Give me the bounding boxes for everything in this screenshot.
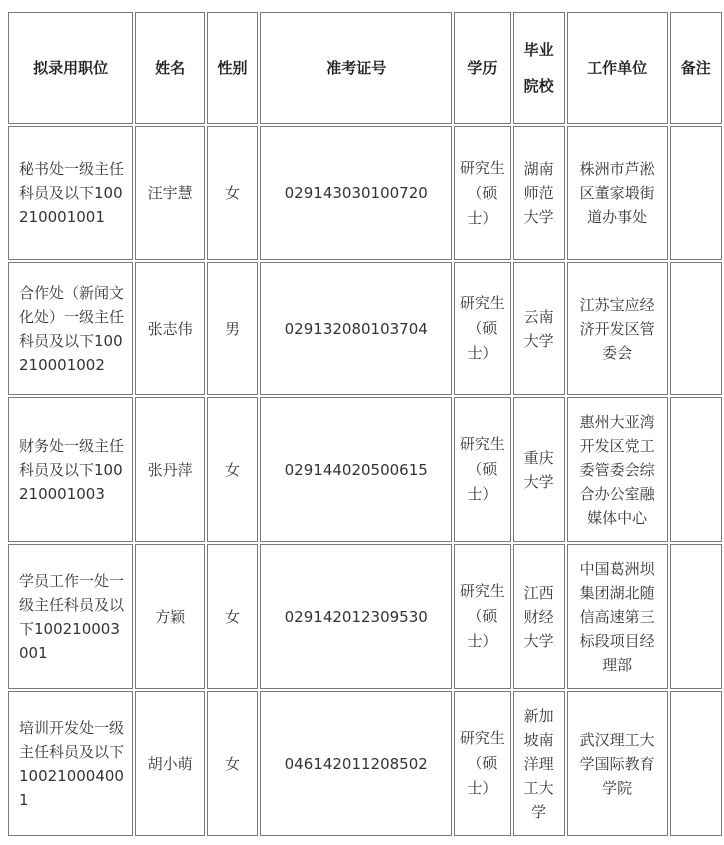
header-gender: 性别 (207, 12, 258, 124)
cell-name: 张志伟 (135, 262, 204, 395)
header-education: 学历 (454, 12, 510, 124)
cell-remarks (670, 262, 722, 395)
cell-gender: 女 (207, 397, 258, 542)
cell-education: 研究生（硕士） (454, 262, 510, 395)
header-exam-id: 准考证号 (260, 12, 452, 124)
cell-gender: 女 (207, 691, 258, 836)
cell-name: 胡小萌 (135, 691, 204, 836)
cell-school: 重庆大学 (513, 397, 565, 542)
cell-school: 江西财经大学 (513, 544, 565, 689)
table-row (8, 262, 722, 395)
table-row (8, 544, 722, 689)
cell-name: 汪宇慧 (135, 126, 204, 260)
cell-position: 财务处一级主任科员及以下100210001003 (8, 397, 133, 542)
hiring-table (6, 10, 724, 838)
cell-position: 合作处（新闻文化处）一级主任科员及以下100210001002 (8, 262, 133, 395)
header-school: 毕业院校 (513, 12, 565, 124)
cell-employer: 株洲市芦淞区董家塅街道办事处 (567, 126, 668, 260)
cell-exam-id: 046142011208502 (260, 691, 452, 836)
cell-employer: 江苏宝应经济开发区管委会 (567, 262, 668, 395)
cell-school: 新加坡南洋理工大学 (513, 691, 565, 836)
cell-position: 秘书处一级主任科员及以下100210001001 (8, 126, 133, 260)
cell-education: 研究生（硕士） (454, 544, 510, 689)
cell-exam-id: 029132080103704 (260, 262, 452, 395)
cell-school: 云南大学 (513, 262, 565, 395)
cell-education: 研究生（硕士） (454, 397, 510, 542)
cell-exam-id: 029143030100720 (260, 126, 452, 260)
cell-remarks (670, 544, 722, 689)
cell-name: 张丹萍 (135, 397, 204, 542)
cell-exam-id: 029142012309530 (260, 544, 452, 689)
cell-employer: 惠州大亚湾开发区党工委管委会综合办公室融媒体中心 (567, 397, 668, 542)
cell-name: 方颖 (135, 544, 204, 689)
cell-position: 学员工作一处一级主任科员及以下100210003001 (8, 544, 133, 689)
cell-remarks (670, 397, 722, 542)
cell-remarks (670, 691, 722, 836)
table-row (8, 126, 722, 260)
cell-school: 湖南师范大学 (513, 126, 565, 260)
cell-remarks (670, 126, 722, 260)
header-name: 姓名 (135, 12, 204, 124)
cell-position: 培训开发处一级主任科员及以下100210004001 (8, 691, 133, 836)
cell-gender: 女 (207, 544, 258, 689)
cell-education: 研究生（硕士） (454, 126, 510, 260)
cell-gender: 女 (207, 126, 258, 260)
cell-employer: 武汉理工大学国际教育学院 (567, 691, 668, 836)
header-employer: 工作单位 (567, 12, 668, 124)
header-remarks: 备注 (670, 12, 722, 124)
table-row (8, 397, 722, 542)
cell-employer: 中国葛洲坝集团湖北随信高速第三标段项目经理部 (567, 544, 668, 689)
header-position: 拟录用职位 (8, 12, 133, 124)
cell-gender: 男 (207, 262, 258, 395)
cell-exam-id: 029144020500615 (260, 397, 452, 542)
header-row (8, 12, 722, 124)
cell-education: 研究生（硕士） (454, 691, 510, 836)
table-row (8, 691, 722, 836)
